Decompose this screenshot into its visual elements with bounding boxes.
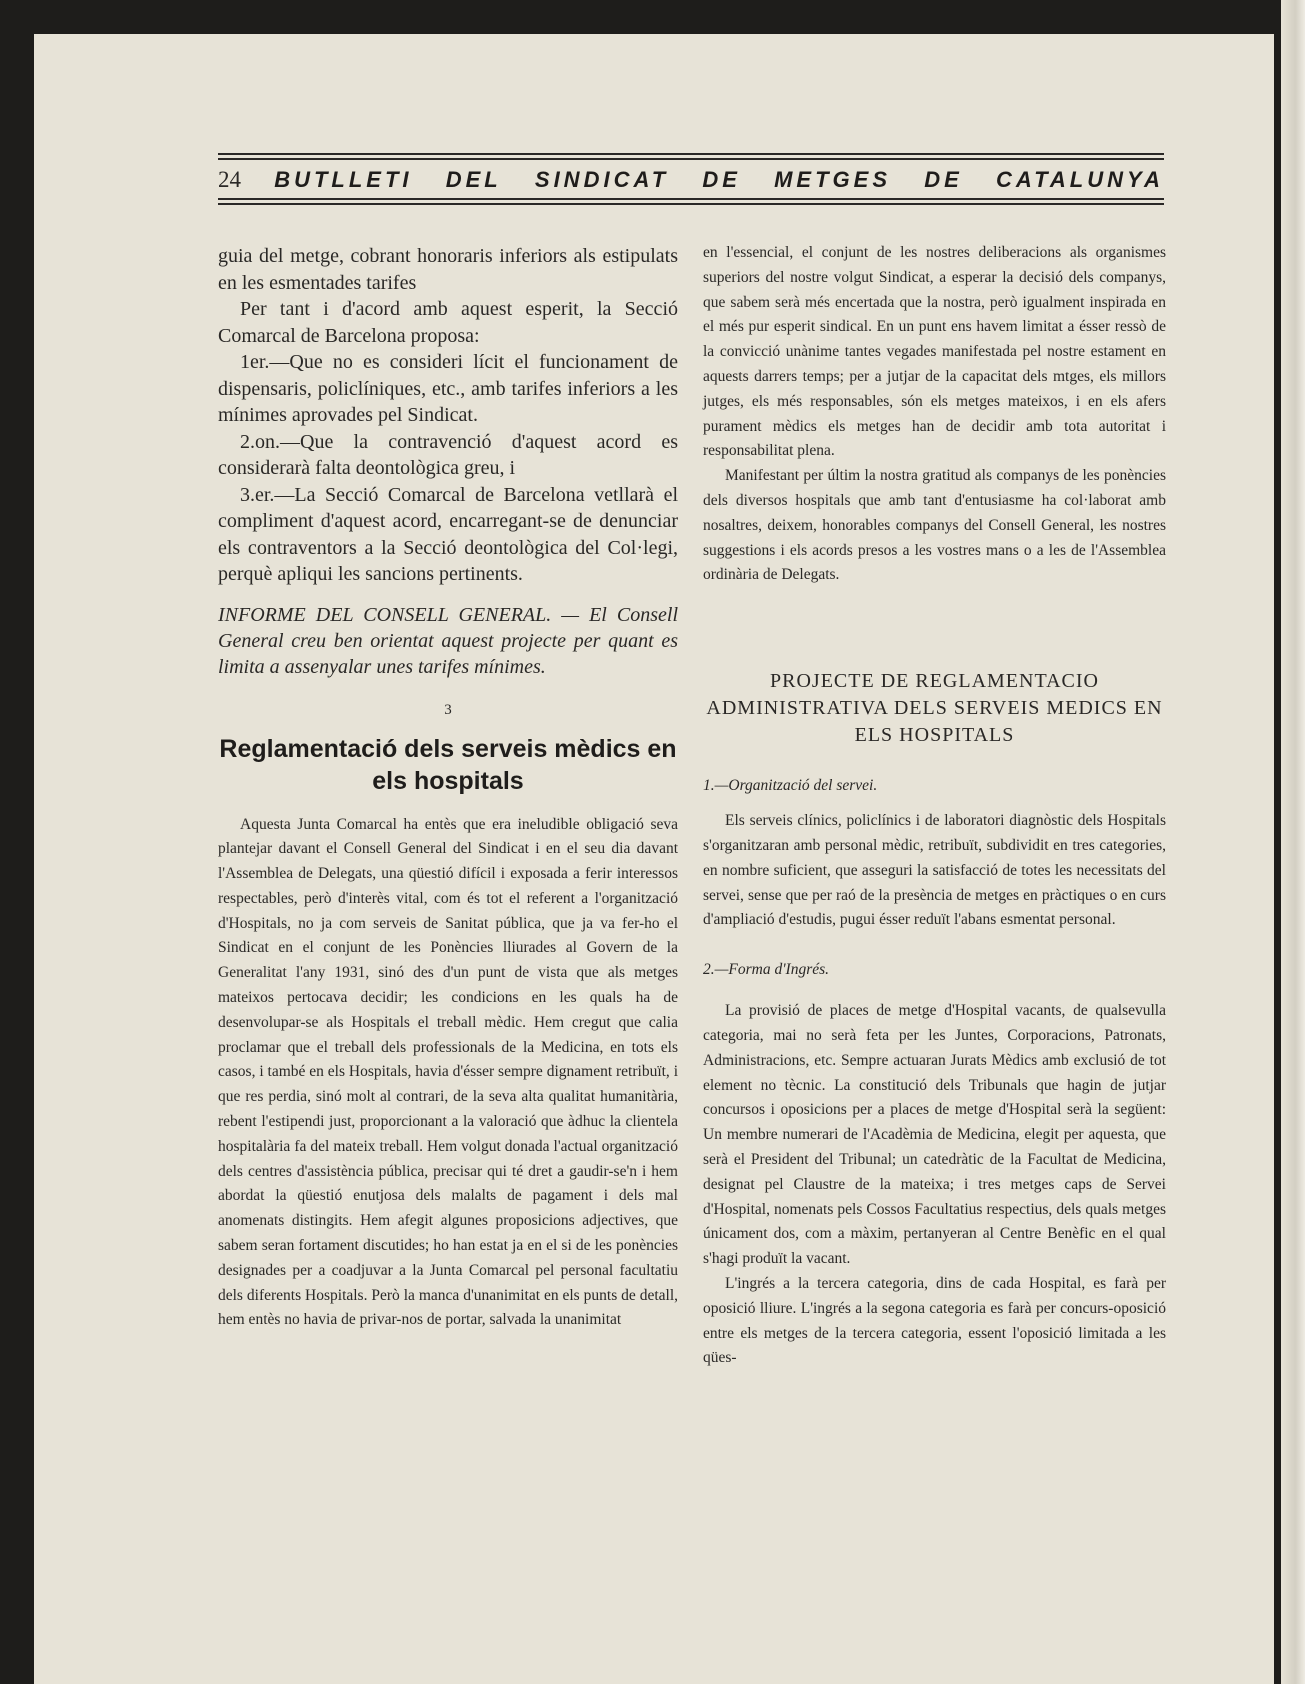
header-rule-top <box>218 153 1164 155</box>
header-word: DEL <box>445 167 502 192</box>
proposal-2: 2.on.—Que la contravenció d'aquest acord es considerarà falta deontològica greu, i <box>218 430 678 479</box>
paragraph: guia del metge, cobrant honoraris inferiors als estipulats en les esmentades tarifes <box>218 245 678 294</box>
paragraph: Els serveis clínics, policlínics i de laboratori diagnòstic dels Hospitals s'organitzaran amb personal mèdic, retribuït, subdividit en tres categories, en nombre suficient, que asseguri la satisfacció de totes les necessitats del servei, sense que per raó de la presència de metges en pràctiques o en curs d'ampliació d'estudis, pugui ésser reduït l'abans esmentat personal. <box>703 812 1166 929</box>
page-number: 24 <box>218 167 241 192</box>
header-rule-top-2 <box>218 158 1164 160</box>
subsection-title: 1.—Organització del servei. <box>703 777 878 795</box>
paragraph: L'ingrés a la tercera categoria, dins de cada Hospital, es farà per oposició lliure. L'ingrés a la segona categoria es farà per concurs-oposició entre els metges de la tercera categoria, essent l'oposició limitada a les qües- <box>703 1274 1166 1367</box>
council-report: INFORME DEL CONSELL GENERAL. — El Consell General creu ben orientat aquest projecte per quant es limita a assenyalar unes tarifes mínimes. <box>218 603 678 678</box>
proposal-1: 1er.—Que no es consideri lícit el funcionament de dispensaris, policlíniques, etc., amb tarifes inferiors a les mínimes aprovades pel Sindicat. <box>218 351 678 426</box>
paragraph: Per tant i d'acord amb aquest esperit, la Secció Comarcal de Barcelona proposa: <box>218 298 678 347</box>
running-header <box>218 150 1164 208</box>
header-rule-bottom <box>218 198 1164 200</box>
left-column <box>218 243 678 1333</box>
header-word: METGES <box>774 167 891 192</box>
paragraph: en l'essencial, el conjunt de les nostres deliberacions als organismes superiors del nostre volgut Sindicat, a esperar la decisió dels companys, que sabem serà més encertada que la nostra, però igualment inspirada en el més pur esperit sindical. En un punt ens havem limitat a ésser ressò de la convicció unànime tantes vegades manifestada pel nostre estament en aquests darrers temps; per a jutjar de la capacitat dels mtges, els millors jutges, els més responsables, són els metges mateixos, i en els afers purament mèdics els metges han de decidir amb tota autoritat i responsabilitat plena. <box>703 244 1166 460</box>
header-rule-bottom-2 <box>218 203 1164 205</box>
paragraph: Manifestant per últim la nostra gratitud als companys de les ponències dels diversos hospitals que amb tant d'entusiasme ha col·laborat amb nosaltres, deixem, honorables companys del Consell General, les nostres suggestions i els acords presos a les vostres mans o a les de l'Assemblea ordinària de Delegats. <box>703 467 1166 584</box>
header-word: CATALUNYA <box>995 167 1164 192</box>
header-word: DE <box>702 167 741 192</box>
header-word: DE <box>924 167 963 192</box>
section-number: 3 <box>444 701 452 718</box>
proposal-3: 3.er.—La Secció Comarcal de Barcelona vetllarà el compliment d'aquest acord, encarregant-se de denunciar els contraventors a la Secció deontològica del Col·legi, perquè apliqui les sancions pertinents. <box>218 483 678 585</box>
subsection-title: 2.—Forma d'Ingrés. <box>703 961 830 979</box>
paragraph: La provisió de places de metge d'Hospital vacants, de qualsevulla categoria, mai no serà feta per les Juntes, Corporacions, Patronats, Administracions, etc. Sempre actuaran Jurats Mèdics amb exclusió de tot element no tècnic. La constitució dels Tribunals que hagin de jutjar concursos i oposicions per a places de metge d'Hospital serà la següent: Un membre numerari de l'Acadèmia de Medicina, elegit per aquesta, que serà el President del Tribunal; un catedràtic de la Facultat de Medicina, designat pel Claustre de la mateixa; i tres metges caps de Servei d'Hospital, nomenats pels Cossos Facultatius respectius, dels quals metges únicament dos, com a màxim, pertanyeran al Centre Benèfic en el qual s'hagi produït la vacant. <box>703 1002 1166 1268</box>
right-column <box>703 241 1166 1371</box>
project-heading: PROJECTE DE REGLAMENTACIO ADMINISTRATIVA DELS SERVEIS MEDICS EN ELS HOSPITALS <box>706 670 1163 747</box>
header-word: SINDICAT <box>534 167 670 192</box>
book-spine <box>1281 0 1305 1684</box>
paragraph: Aquesta Junta Comarcal ha entès que era ineludible obligació seva plantejar davant el Consell General del Sindicat i en el seu dia davant l'Assemblea de Delegats, una qüestió difícil i exposada a ferir interessos respectables, però d'interès vital, com és tot el referent a l'organització d'Hospitals, no ja com serveis de Sanitat pública, que ja va fer-ho el Sindicat en el conjunt de les Ponències lliurades al Govern de la Generalitat l'any 1931, sinó des d'un punt de vista que als metges mateixos pertocava decidir; les condicions en les quals ha de desenvolupar-se als Hospitals el treball mèdic. Hem cregut que calia proclamar que el treball dels professionals de la Medicina, en tots els casos, i també en els Hospitals, havia d'ésser sempre dignament retribuït, i que res perdia, sinó molt al contrari, de la seva alta qualitat humanitària, rebent l'estipendi just, proporcionant a la valoració que àdhuc la clientela hospitalària fa del mateix treball. Hem volgut donada l'actual organització dels centres d'assistència pública, precisar qui té dret a gaudir-se'n i hem abordat la qüestió enutjosa dels malalts de pagament i dels mal anomenats distingits. Hem afegit algunes proposicions adjectives, que sabem seran fortament discutides; ho han estat ja en el si de les ponències designades per a coadjuvar a la Junta Comarcal pel personal facultatiu dels diferents Hospitals. Però la manca d'unanimitat en els punts de detall, hem entès no havia de privar-nos de portar, salvada la unanimitat <box>218 815 678 1329</box>
section-heading: Reglamentació dels serveis mèdics en els hospitals <box>219 734 677 795</box>
header-word: BUTLLETI <box>274 167 413 192</box>
